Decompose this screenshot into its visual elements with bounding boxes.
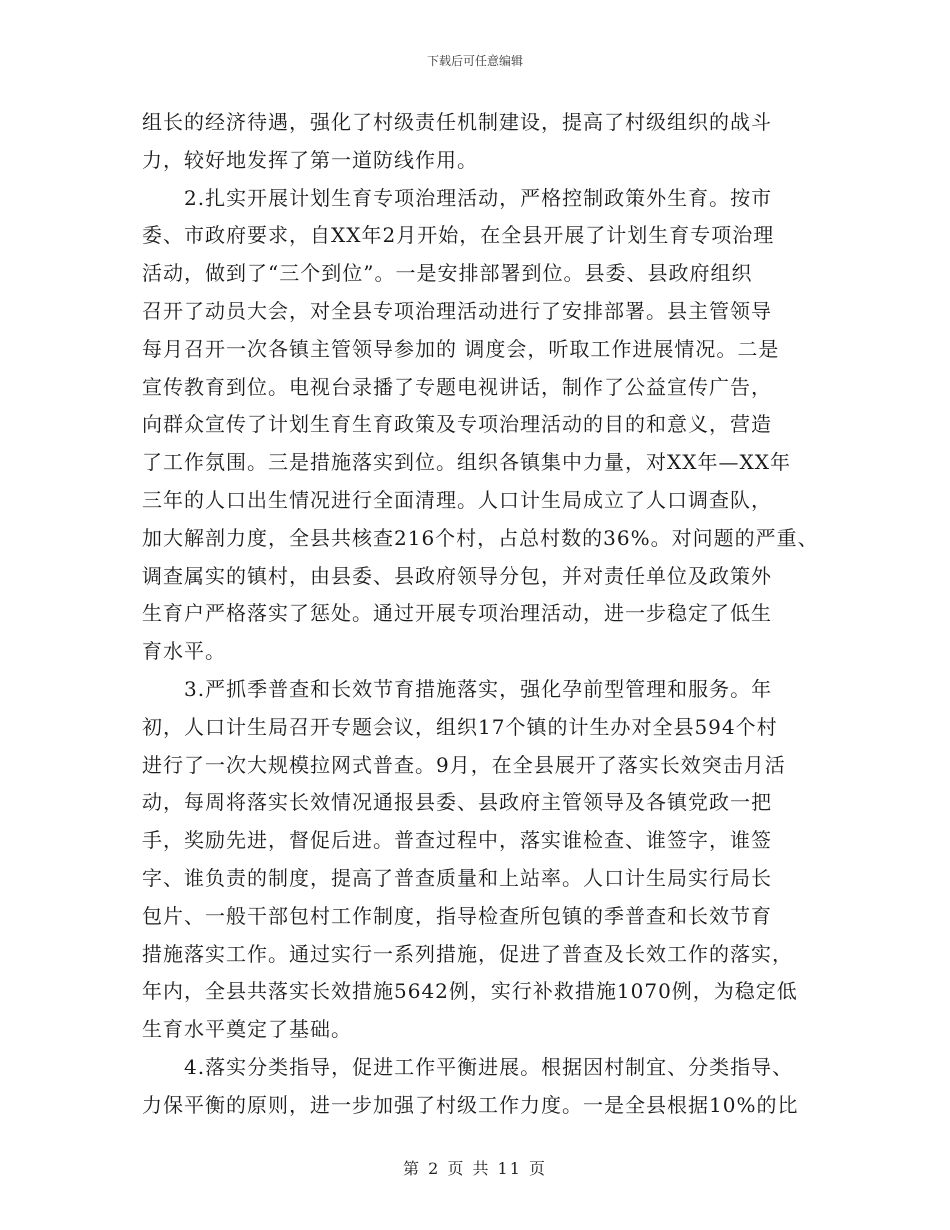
body-line: 包片、一般干部包村工作制度，指导检查所包镇的季普查和长效节育: [142, 903, 772, 928]
paragraph-start-line: 3.严抓季普查和长效节育措施落实，强化孕前型管理和服务。年: [184, 676, 773, 701]
body-line: 生育水平奠定了基础。: [142, 1017, 352, 1042]
body-line: 手，奖励先进，督促后进。普查过程中，落实谁检查、谁签字，谁签: [142, 828, 772, 853]
body-line: 三年的人口出生情况进行全面清理。人口计生局成立了人口调查队，: [142, 487, 772, 512]
document-body: [142, 104, 819, 1125]
body-line: 年内，全县共落实长效措施5642例，实行补救措施1070例，为稳定低: [142, 979, 798, 1004]
page-number-footer: 第 2 页 共 11 页: [403, 1159, 547, 1178]
paragraph-start-line: 2.扎实开展计划生育专项治理活动，严格控制政策外生育。按市: [184, 185, 773, 210]
body-line: 措施落实工作。通过实行一系列措施，促进了普查及长效工作的落实，: [142, 941, 793, 966]
page-header-note: 下载后可任意编辑: [426, 54, 523, 68]
body-line: 加大解剖力度，全县共核查216个村，占总村数的36%。对问题的严重、: [142, 525, 819, 550]
body-line: 了工作氛围。三是措施落实到位。组织各镇集中力量，对XX年—XX年: [142, 450, 791, 475]
body-line: 初，人口计生局召开专题会议，组织17个镇的计生办对全县594个村: [142, 714, 778, 739]
body-line: 每月召开一次各镇主管领导参加的 调度会，听取工作进展情况。二是: [142, 336, 780, 361]
body-line: 委、市政府要求，自XX年2月开始，在全县开展了计划生育专项治理: [142, 223, 775, 248]
body-line: 调查属实的镇村，由县委、县政府领导分包，并对责任单位及政策外: [142, 563, 772, 588]
body-line: 育水平。: [142, 639, 226, 664]
body-line: 生育户严格落实了惩处。通过开展专项治理活动，进一步稳定了低生: [142, 601, 772, 626]
body-line: 向群众宣传了计划生育生育政策及专项治理活动的目的和意义，营造: [142, 412, 772, 437]
body-line: 字、谁负责的制度，提高了普查质量和上站率。人口计生局实行局长: [142, 865, 772, 890]
body-line: 召开了动员大会，对全县专项治理活动进行了安排部署。县主管领导: [142, 298, 772, 323]
body-line: 力保平衡的原则，进一步加强了村级工作力度。一是全县根据10%的比: [142, 1092, 799, 1117]
body-line: 宣传教育到位。电视台录播了专题电视讲话，制作了公益宣传广告，: [142, 374, 772, 399]
body-line: 动，每周将落实长效情况通报县委、县政府主管领导及各镇党政一把: [142, 790, 772, 815]
paragraph-start-line: 4.落实分类指导，促进工作平衡进展。根据因村制宜、分类指导、: [184, 1054, 794, 1079]
body-line: 力，较好地发挥了第一道防线作用。: [142, 147, 478, 172]
body-line: 进行了一次大规模拉网式普查。9月，在全县展开了落实长效突击月活: [142, 752, 786, 777]
body-line: 活动，做到了“三个到位”。一是安排部署到位。县委、县政府组织: [142, 261, 753, 286]
body-line: 组长的经济待遇，强化了村级责任机制建设，提高了村级组织的战斗: [142, 110, 772, 134]
